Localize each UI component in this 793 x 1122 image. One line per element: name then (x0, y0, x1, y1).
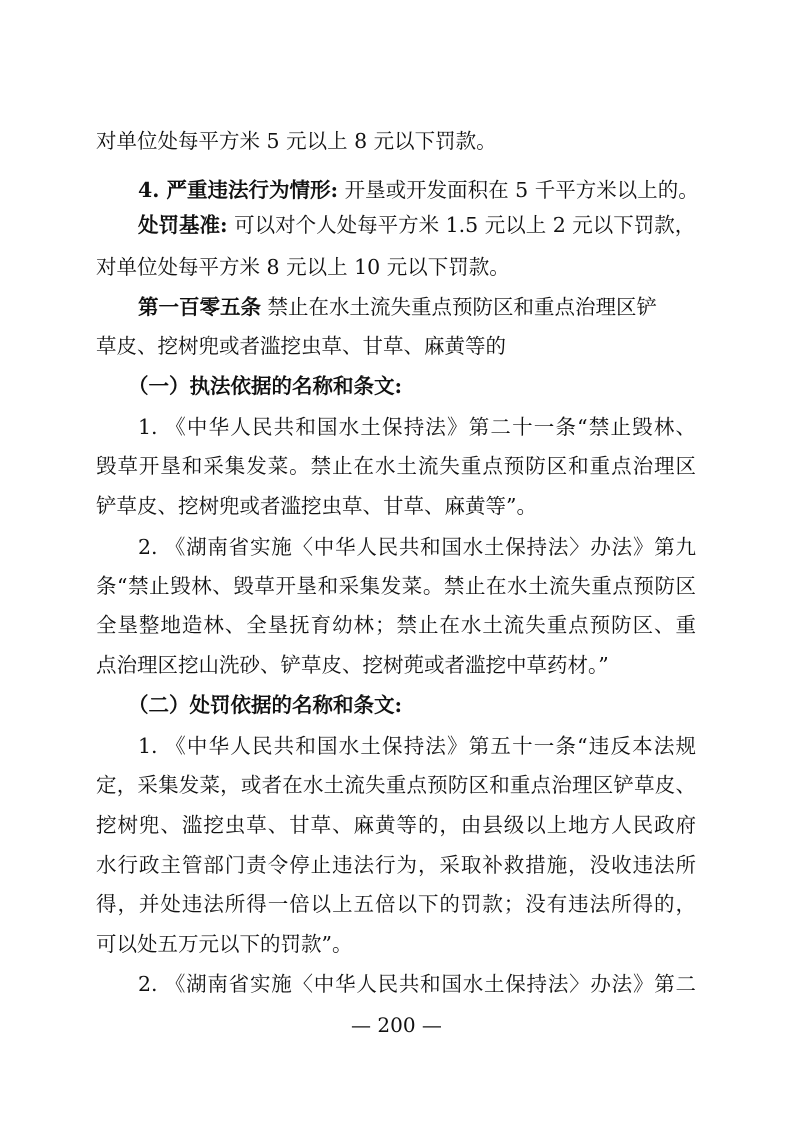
paragraph-line: 铲草皮、挖树兜或者滥挖虫草、甘草、麻黄等”。 (96, 494, 537, 518)
section-heading-penalty: （二）处罚依据的名称和条文: (128, 693, 403, 717)
paragraph-line: 可以处五万元以下的罚款”。 (96, 932, 353, 956)
paragraph-line: 全垦整地造林、全垦抚育幼林；禁止在水土流失重点预防区、重 (96, 613, 696, 637)
paragraph-line: 毁草开垦和采集发菜。禁止在水土流失重点预防区和重点治理区 (96, 454, 696, 478)
paragraph-line: 2. 《湖南省实施〈中华人民共和国水土保持法〉办法》第九 (138, 535, 696, 559)
article-number: 第一百零五条 (138, 295, 261, 319)
article-text: 禁止在水土流失重点预防区和重点治理区铲 (261, 295, 658, 319)
paragraph-line: 对单位处每平方米 8 元以上 10 元以下罚款。 (96, 255, 510, 279)
severe-violation-line (138, 175, 738, 205)
page-number: — 200 — (351, 1013, 442, 1037)
paragraph-line: 1. 《中华人民共和国水土保持法》第五十一条“违反本法规 (138, 734, 696, 758)
paragraph-line: 水行政主管部门责令停止违法行为，采取补救措施，没收违法所 (96, 853, 696, 877)
severe-violation-text: 开垦或开发面积在 5 千平方米以上的。 (338, 178, 699, 202)
paragraph-line: 挖树兜、滥挖虫草、甘草、麻黄等的，由县级以上地方人民政府 (96, 813, 696, 837)
paragraph-line: 定，采集发菜，或者在水土流失重点预防区和重点治理区铲草皮、 (96, 773, 696, 797)
paragraph-line: 点治理区挖山洗砂、铲草皮、挖树蔸或者滥挖中草药材。” (96, 653, 609, 677)
penalty-benchmark-text: 可以对个人处每平方米 1.5 元以上 2 元以下罚款， (227, 213, 696, 237)
article-heading-line (138, 292, 696, 322)
paragraph-line: 条“禁止毁林、毁草开垦和采集发菜。禁止在水土流失重点预防区 (96, 574, 696, 598)
paragraph-line: 草皮、挖树兜或者滥挖虫草、甘草、麻黄等的 (96, 334, 506, 358)
severe-violation-label: 4. 严重违法行为情形: (138, 178, 339, 202)
penalty-benchmark-line (138, 210, 696, 240)
section-heading-basis: （一）执法依据的名称和条文: (128, 374, 403, 398)
paragraph-line: 1. 《中华人民共和国水土保持法》第二十一条“禁止毁林、 (138, 415, 696, 439)
paragraph-line: 对单位处每平方米 5 元以上 8 元以下罚款。 (96, 129, 497, 153)
paragraph-line: 得，并处违法所得一倍以上五倍以下的罚款；没有违法所得的， (96, 892, 696, 916)
penalty-benchmark-label: 处罚基准: (138, 213, 228, 237)
paragraph-line: 2. 《湖南省实施〈中华人民共和国水土保持法〉办法》第二 (138, 972, 696, 996)
